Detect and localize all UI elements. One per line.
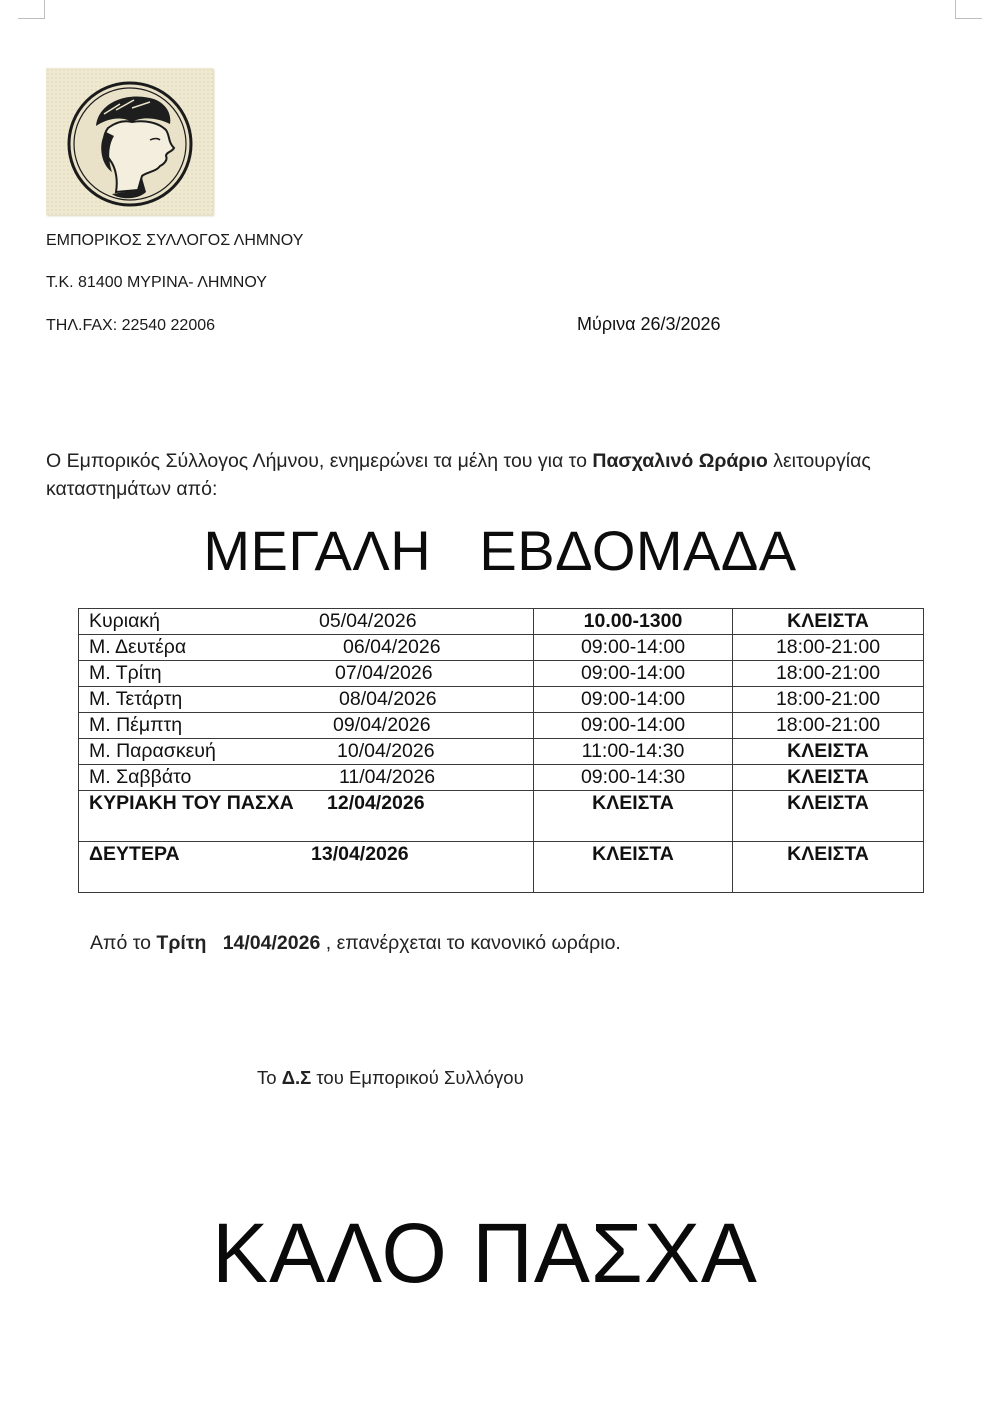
resume-date: 14/04/2026 [222, 932, 321, 954]
resume-prefix: Από το [90, 932, 157, 954]
schedule-date: 12/04/2026 [327, 792, 425, 814]
schedule-day-cell [79, 687, 534, 713]
resume-suffix: , επανέρχεται το κανονικό ωράριο. [320, 932, 621, 954]
schedule-day-cell [79, 791, 534, 842]
resume-day: Τρίτη [156, 932, 207, 954]
schedule-date: 05/04/2026 [319, 610, 417, 632]
schedule-row [79, 842, 924, 893]
schedule-evening-hours: ΚΛΕΙΣΤΑ [733, 842, 924, 893]
schedule-date: 06/04/2026 [343, 636, 441, 658]
signature-line [257, 1067, 524, 1089]
intro-text-after: λειτουργίας καταστημάτων από: [46, 450, 871, 500]
schedule-row [79, 765, 924, 791]
schedule-row [79, 739, 924, 765]
schedule-morning-hours: 09:00-14:00 [534, 635, 733, 661]
schedule-evening-hours: ΚΛΕΙΣΤΑ [733, 765, 924, 791]
postal-address: Τ.Κ. 81400 ΜΥΡΙΝΑ- ΛΗΜΝΟΥ [46, 274, 267, 291]
schedule-row [79, 661, 924, 687]
hermes-logo-image [46, 68, 213, 215]
schedule-day: ΔΕΥΤΕΡΑ [89, 843, 180, 865]
schedule-day: Κυριακή [89, 610, 160, 632]
intro-paragraph [46, 447, 946, 503]
schedule-row [79, 635, 924, 661]
schedule-evening-hours: 18:00-21:00 [733, 661, 924, 687]
schedule-date: 13/04/2026 [311, 843, 409, 865]
easter-greeting: ΚΑΛΟ ΠΑΣΧΑ [212, 1206, 758, 1300]
schedule-day-cell [79, 661, 534, 687]
page-corner-mark [18, 0, 45, 19]
signature-bold: Δ.Σ [281, 1067, 312, 1088]
schedule-day-cell [79, 635, 534, 661]
schedule-date: 09/04/2026 [333, 714, 431, 736]
schedule-row [79, 791, 924, 842]
schedule-day: Μ. Τρίτη [89, 662, 162, 684]
schedule-day: Μ. Δευτέρα [89, 636, 187, 658]
schedule-date: 10/04/2026 [337, 740, 435, 762]
schedule-day: Μ. Σαββάτο [89, 766, 192, 788]
schedule-date: 07/04/2026 [335, 662, 433, 684]
schedule-date: 11/04/2026 [339, 766, 436, 788]
schedule-day: Μ. Τετάρτη [89, 688, 183, 710]
schedule-day-cell [79, 739, 534, 765]
schedule-morning-hours: 10.00-1300 [534, 609, 733, 635]
schedule-evening-hours: ΚΛΕΙΣΤΑ [733, 739, 924, 765]
signature-prefix: Το [257, 1067, 282, 1088]
intro-text-before: Ο Εμπορικός Σύλλογος Λήμνου, ενημερώνει τα μέλη του για το [46, 450, 593, 472]
schedule-morning-hours: 09:00-14:00 [534, 687, 733, 713]
schedule-evening-hours: 18:00-21:00 [733, 713, 924, 739]
phone-fax: ΤΗΛ.FAX: 22540 22006 [46, 317, 216, 334]
schedule-evening-hours: ΚΛΕΙΣΤΑ [733, 609, 924, 635]
schedule-day: Μ. Παρασκευή [89, 740, 216, 762]
schedule-day-cell [79, 842, 534, 893]
schedule-morning-hours: 09:00-14:00 [534, 661, 733, 687]
resume-notice [90, 932, 621, 955]
schedule-row [79, 609, 924, 635]
schedule-evening-hours: 18:00-21:00 [733, 687, 924, 713]
schedule-day-cell [79, 713, 534, 739]
holy-week-title: ΜΕΓΑΛΗ ΕΒΔΟΜΑΔΑ [203, 519, 797, 582]
place-date: Μύρινα 26/3/2026 [577, 314, 721, 334]
intro-bold-text: Πασχαλινό Ωράριο [592, 450, 768, 472]
schedule-morning-hours: 11:00-14:30 [534, 739, 733, 765]
schedule-day-cell [79, 609, 534, 635]
schedule-evening-hours: ΚΛΕΙΣΤΑ [733, 791, 924, 842]
schedule-morning-hours: 09:00-14:30 [534, 765, 733, 791]
schedule-morning-hours: ΚΛΕΙΣΤΑ [534, 842, 733, 893]
schedule-row [79, 713, 924, 739]
schedule-day: ΚΥΡΙΑΚΗ ΤΟΥ ΠΑΣΧΑ [89, 792, 294, 814]
schedule-date: 08/04/2026 [339, 688, 437, 710]
schedule-day: Μ. Πέμπτη [89, 714, 183, 736]
organization-name: ΕΜΠΟΡΙΚΟΣ ΣΥΛΛΟΓΟΣ ΛΗΜΝΟΥ [46, 232, 304, 249]
schedule-day-cell [79, 765, 534, 791]
schedule-evening-hours: 18:00-21:00 [733, 635, 924, 661]
hermes-head-icon [46, 68, 213, 215]
page-corner-mark [955, 0, 982, 19]
schedule-morning-hours: 09:00-14:00 [534, 713, 733, 739]
schedule-morning-hours: ΚΛΕΙΣΤΑ [534, 791, 733, 842]
schedule-row [79, 687, 924, 713]
signature-suffix: του Εμπορικού Συλλόγου [311, 1067, 524, 1088]
schedule-table [78, 608, 924, 893]
